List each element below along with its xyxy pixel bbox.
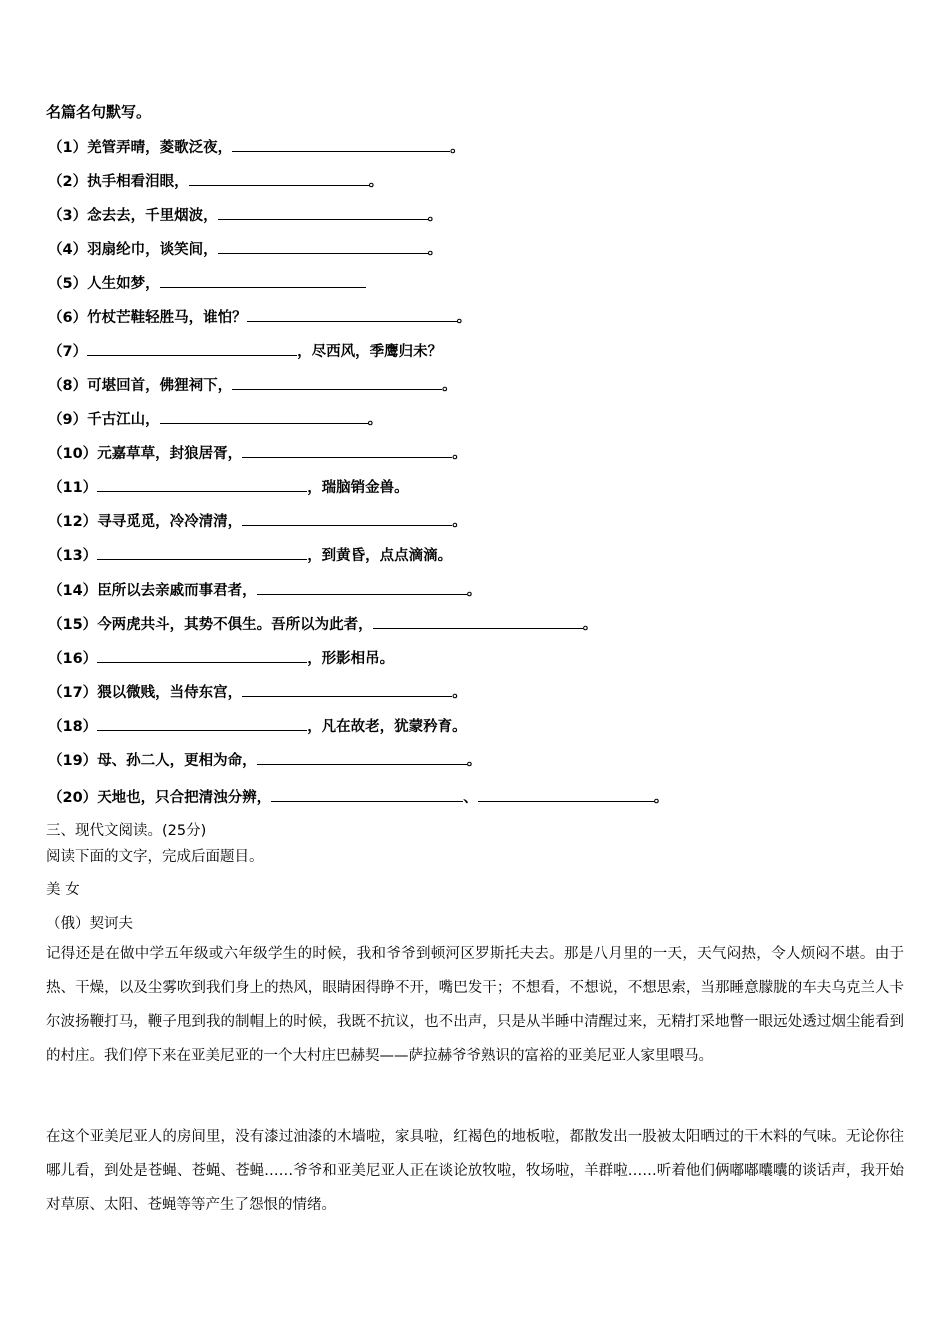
item-number: （2） [48, 174, 88, 190]
answer-blank[interactable] [257, 750, 467, 765]
item-text-after: 。 [368, 174, 384, 190]
item-text-after: 。 [442, 378, 457, 394]
answer-blank[interactable] [87, 341, 297, 356]
list-item [48, 171, 383, 192]
list-item [48, 273, 366, 294]
item-text-before: 人生如梦， [87, 276, 160, 292]
answer-blank[interactable] [242, 682, 452, 697]
item-number: （17） [48, 685, 98, 701]
list-item [48, 614, 597, 635]
list-item [48, 137, 465, 158]
item-text-after: 。 [452, 685, 467, 701]
answer-blank[interactable] [242, 511, 452, 526]
item-text-before: 元嘉草草，封狼居胥， [97, 446, 243, 462]
item-number: （14） [48, 583, 98, 599]
item-number: （10） [48, 446, 98, 462]
item-number: （5） [48, 276, 88, 292]
item-number: （16） [48, 651, 98, 667]
item-text-before: 千古江山， [87, 412, 160, 428]
section-heading: 三、现代文阅读。(25分) [46, 823, 207, 839]
instruction-text: 阅读下面的文字，完成后面题目。 [46, 849, 264, 865]
item-text-before: 天地也，只合把清浊分辨， [97, 790, 272, 806]
item-text-after: 。 [450, 140, 465, 156]
item-number: （7） [48, 344, 88, 360]
item-number: （3） [48, 208, 88, 224]
story-title: 美 女 [46, 882, 80, 898]
answer-blank[interactable] [242, 443, 452, 458]
item-text-before: 猥以微贱，当侍东宫， [97, 685, 243, 701]
answer-blank[interactable] [97, 545, 307, 560]
item-text-after: 。 [653, 790, 669, 806]
list-item [48, 682, 467, 703]
list-item [48, 750, 481, 771]
item-text-after: 。 [427, 242, 443, 258]
item-text-mid: 、 [463, 790, 478, 806]
item-text-after: ，凡在故老，犹蒙矜育。 [307, 719, 467, 735]
list-item [48, 443, 467, 464]
list-item [48, 477, 409, 498]
list-item [48, 511, 467, 532]
item-number: （8） [48, 378, 88, 394]
item-text-before: 羽扇纶巾，谈笑间， [87, 242, 218, 258]
item-number: （4） [48, 242, 88, 258]
item-text-after: ，到黄昏，点点滴滴。 [307, 548, 453, 564]
item-number: （12） [48, 514, 98, 530]
item-number: （15） [48, 617, 98, 633]
list-item [48, 205, 442, 226]
item-text-after: 。 [466, 583, 482, 599]
item-number: （11） [48, 480, 98, 496]
list-item [48, 787, 668, 808]
answer-blank[interactable] [218, 239, 428, 254]
answer-blank[interactable] [232, 375, 442, 390]
item-text-after: ，瑞脑销金兽。 [307, 480, 409, 496]
list-item [48, 307, 471, 328]
item-number: （18） [48, 719, 98, 735]
item-number: （20） [48, 790, 98, 806]
item-text-before: 母、孙二人，更相为命， [97, 753, 257, 769]
item-number: （13） [48, 548, 98, 564]
answer-blank[interactable] [232, 137, 450, 152]
answer-blank[interactable] [247, 307, 457, 322]
item-text-after: 。 [452, 514, 467, 530]
list-item [48, 239, 442, 260]
story-paragraph: 记得还是在做中学五年级或六年级学生的时候，我和爷爷到顿河区罗斯托夫去。那是八月里的一天，天气闷热，令人烦闷不堪。由于热、干燥，以及尘雾吹到我们身上的热风，眼睛困得睁不开，嘴巴发干；不想看，不想说，不想思索，当那睡意朦胧的车夫乌克兰人卡尔波扬鞭打马，鞭子甩到我的制帽上的时候，我既不抗议，也不出声，只是从半睡中清醒过来，无精打采地瞥一眼远处透过烟尘能看到的村庄。我们停下来在亚美尼亚的一个大村庄巴赫契——萨拉赫爷爷熟识的富裕的亚美尼亚人家里喂马。 [46, 946, 904, 1064]
item-text-before: 寻寻觅觅，冷冷清清， [97, 514, 243, 530]
item-text-after: 。 [582, 617, 598, 633]
answer-blank[interactable] [160, 273, 366, 288]
item-text-before: 念去去，千里烟波， [87, 208, 218, 224]
answer-blank[interactable] [97, 648, 307, 663]
item-text-after: 。 [456, 310, 472, 326]
item-text-before: 羌管弄晴，菱歌泛夜， [87, 140, 233, 156]
answer-blank[interactable] [218, 205, 428, 220]
item-text-after: 。 [466, 753, 482, 769]
item-text-before: 可堪回首，佛狸祠下， [87, 378, 233, 394]
list-item [48, 648, 394, 669]
list-item [48, 580, 481, 601]
item-number: （19） [48, 753, 98, 769]
item-text-before: 臣所以去亲戚而事君者， [97, 583, 257, 599]
item-text-before: 执手相看泪眼， [87, 174, 189, 190]
item-text-before: 今两虎共斗，其势不俱生。吾所以为此者， [97, 617, 373, 633]
story-paragraph: 在这个亚美尼亚人的房间里，没有漆过油漆的木墙啦，家具啦，红褐色的地板啦，都散发出一股被太阳晒过的干木料的气味。无论你往哪儿看，到处是苍蝇、苍蝇、苍蝇……爷爷和亚美尼亚人正在谈论放牧啦，牧场啦，羊群啦……听着他们俩嘟嘟囔囔的谈话声，我开始对草原、太阳、苍蝇等等产生了怨恨的情绪。 [46, 1129, 904, 1213]
answer-blank[interactable] [257, 580, 467, 595]
story-author: （俄）契诃夫 [46, 916, 133, 932]
item-text-after: 。 [427, 208, 443, 224]
answer-blank[interactable] [373, 614, 583, 629]
item-number: （1） [48, 140, 88, 156]
answer-blank[interactable] [271, 787, 463, 802]
answer-blank[interactable] [160, 409, 368, 424]
item-text-before: 竹杖芒鞋轻胜马，谁怕？ [87, 310, 247, 326]
item-text-after: 。 [452, 446, 467, 462]
answer-blank[interactable] [478, 787, 654, 802]
answer-blank[interactable] [189, 171, 369, 186]
item-number: （6） [48, 310, 88, 326]
item-text-after: ，尽西风，季鹰归未？ [297, 344, 443, 360]
list-item [48, 375, 457, 396]
list-item [48, 409, 382, 430]
answer-blank[interactable] [97, 477, 307, 492]
list-item [48, 545, 452, 566]
item-number: （9） [48, 412, 88, 428]
list-item [48, 716, 467, 737]
question-title: 名篇名句默写。 [46, 103, 152, 121]
list-item [48, 341, 442, 362]
item-text-after: 。 [367, 412, 383, 428]
item-text-after: ，形影相吊。 [307, 651, 395, 667]
answer-blank[interactable] [97, 716, 307, 731]
